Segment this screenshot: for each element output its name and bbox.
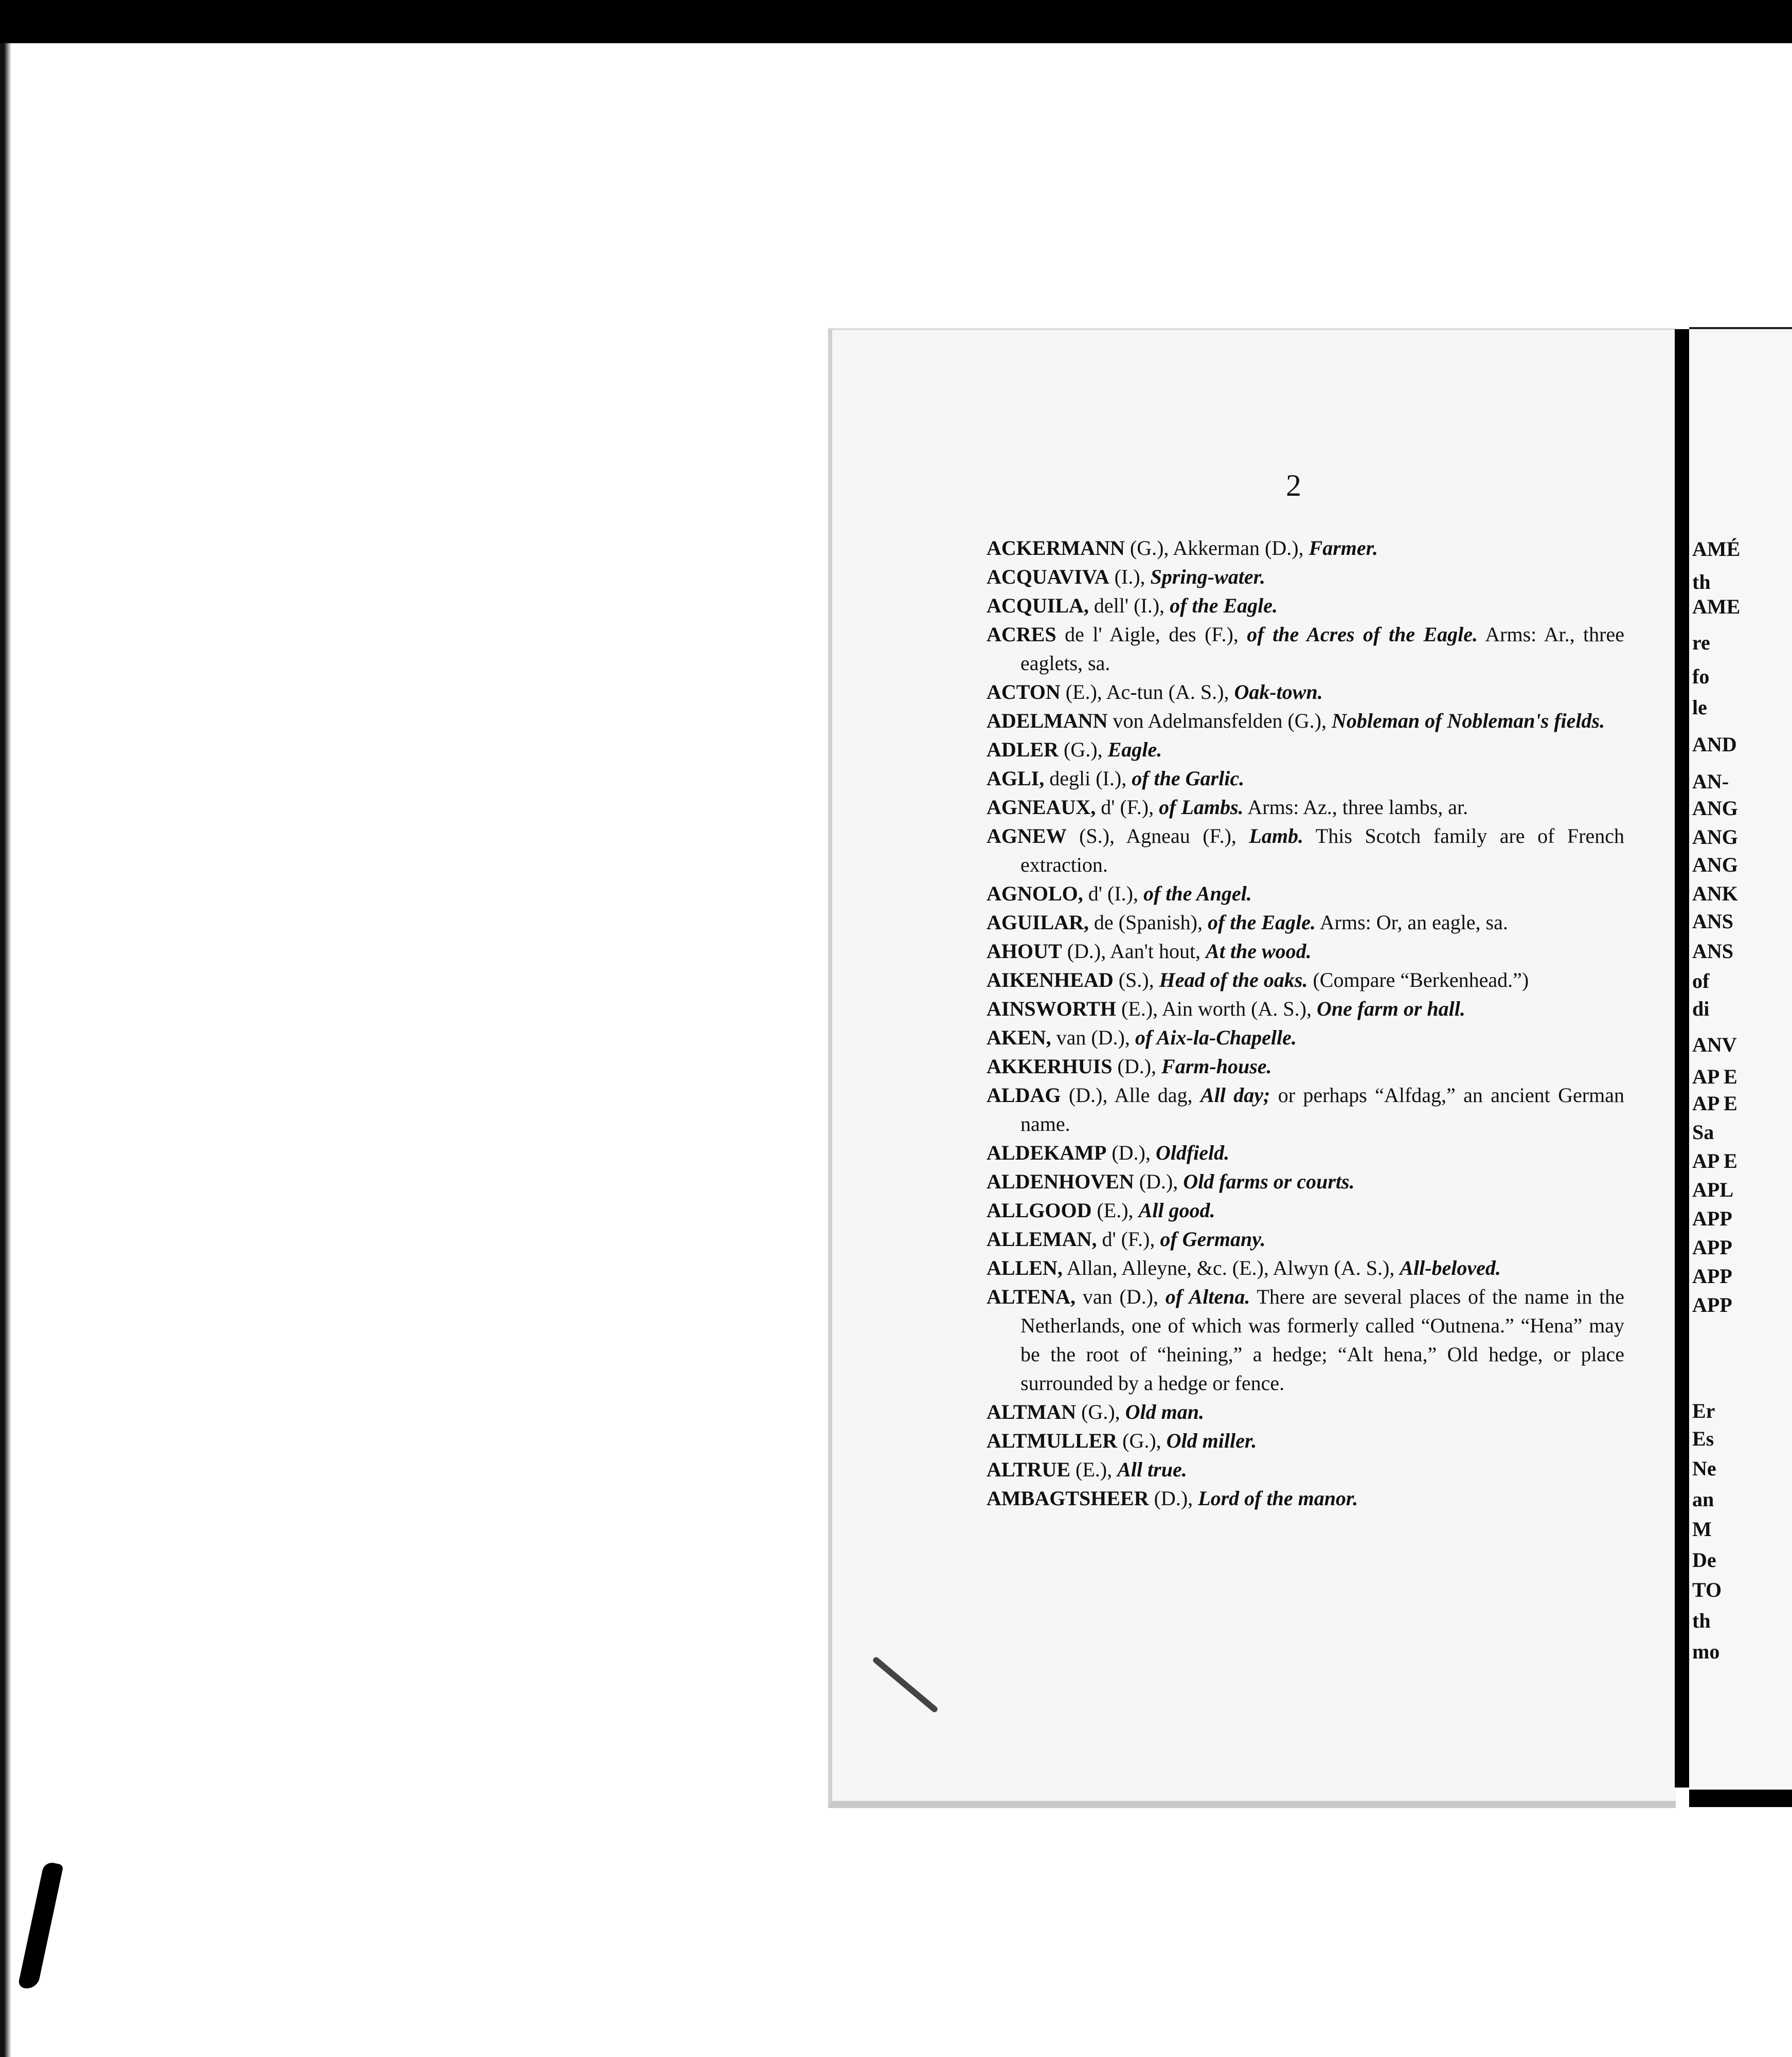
right-page-fragment: ANV	[1692, 1033, 1737, 1056]
right-page-fragment: APP	[1692, 1236, 1732, 1259]
dictionary-entry: AGNEW (S.), Agneau (F.), Lamb. This Scotch family are of French extraction.	[987, 824, 1624, 876]
right-page-fragment: ANS	[1692, 940, 1734, 963]
page-number: 2	[1286, 468, 1301, 502]
right-page-fragment: De	[1692, 1548, 1716, 1572]
dictionary-entry: ADELMANN von Adelmansfelden (G.), Nobleman of Nobleman's fields.	[987, 709, 1605, 732]
dictionary-entry: ACQUILA, dell' (I.), of the Eagle.	[987, 594, 1278, 617]
dictionary-entry: AIKENHEAD (S.), Head of the oaks. (Compare “Berkenhead.”)	[987, 968, 1529, 991]
right-page-fragment: Ne	[1692, 1457, 1716, 1480]
right-page-fragment: mo	[1692, 1640, 1720, 1663]
right-page-fragment: re	[1692, 631, 1710, 654]
right-page-fragment: ANG	[1692, 825, 1738, 849]
right-page-fragment: TO	[1692, 1578, 1722, 1601]
right-page-fragment: AP E	[1692, 1065, 1737, 1088]
dictionary-entry: ALDEKAMP (D.), Oldfield.	[987, 1141, 1230, 1164]
dictionary-entry: AGNEAUX, d' (F.), of Lambs. Arms: Az., three lambs, ar.	[987, 796, 1468, 819]
dictionary-entry: AGUILAR, de (Spanish), of the Eagle. Arms: Or, an eagle, sa.	[987, 911, 1508, 934]
dictionary-entry: AHOUT (D.), Aan't hout, At the wood.	[987, 940, 1312, 963]
right-page-fragment: of	[1692, 969, 1710, 993]
right-page-fragment: th	[1692, 570, 1711, 593]
dictionary-entry: ALTRUE (E.), All true.	[987, 1458, 1187, 1481]
right-page-fragment: APL	[1692, 1178, 1733, 1201]
dictionary-entry: ACKERMANN (G.), Akkerman (D.), Farmer.	[987, 536, 1378, 560]
right-page-fragment: AMÉ	[1692, 537, 1741, 561]
dictionary-entry: AKEN, van (D.), of Aix-la-Chapelle.	[987, 1026, 1297, 1049]
dictionary-entry: ALTMULLER (G.), Old miller.	[987, 1429, 1257, 1452]
dictionary-entry: AINSWORTH (E.), Ain worth (A. S.), One farm or hall.	[987, 997, 1465, 1020]
dictionary-entry: AKKERHUIS (D.), Farm-house.	[987, 1055, 1272, 1078]
right-page-fragment: M	[1692, 1518, 1712, 1541]
dictionary-entry: AGLI, degli (I.), of the Garlic.	[987, 767, 1245, 790]
dictionary-entry: ALDENHOVEN (D.), Old farms or courts.	[987, 1170, 1355, 1193]
dictionary-entry: ALLGOOD (E.), All good.	[987, 1199, 1215, 1222]
right-page-fragment: AP E	[1692, 1149, 1737, 1172]
scan-top-border	[0, 0, 1792, 43]
dictionary-entry: ALDAG (D.), Alle dag, All day; or perhaps “Alfdag,” an ancient German name.	[987, 1084, 1624, 1135]
right-page-fragment: APP	[1692, 1293, 1732, 1316]
right-page-fragment: ANG	[1692, 797, 1738, 820]
right-page-fragment: an	[1692, 1488, 1714, 1511]
right-page-fragment: di	[1692, 997, 1710, 1020]
dictionary-entry: ACRES de l' Aigle, des (F.), of the Acres of the Eagle. Arms: Ar., three eaglets, sa.	[987, 623, 1625, 675]
right-page-fragment: ANS	[1692, 910, 1734, 933]
right-page-fragment: APP	[1692, 1265, 1732, 1288]
right-page-fragment: fo	[1692, 665, 1710, 688]
right-page-fragment: AND	[1692, 733, 1737, 756]
dictionary-entry: ALTMAN (G.), Old man.	[987, 1400, 1204, 1423]
dictionary-entry: ADLER (G.), Eagle.	[987, 738, 1162, 761]
dictionary-entry: AGNOLO, d' (I.), of the Angel.	[987, 882, 1252, 905]
dictionary-entry: ALTENA, van (D.), of Altena. There are several places of the name in the Netherlands, one of which was formerly called “Outnena.” “Hena” may be the root of “heining,” a hedge; “Alt hena,” Old hedge, or place surrounded by a hedge or fence.	[987, 1285, 1625, 1395]
right-page-fragment: AN-	[1692, 770, 1729, 793]
book-gutter	[1675, 329, 1689, 1788]
right-page-fragment: Sa	[1692, 1121, 1714, 1144]
dictionary-entry: AMBAGTSHEER (D.), Lord of the manor.	[987, 1487, 1358, 1510]
dictionary-entry: ACQUAVIVA (I.), Spring-water.	[987, 565, 1265, 588]
right-page-fragment: ANK	[1692, 882, 1738, 905]
right-page-fragment: ANG	[1692, 853, 1738, 876]
right-page-fragment: AME	[1692, 595, 1741, 618]
right-page-fragment: le	[1692, 696, 1707, 719]
right-page-fragment: AP E	[1692, 1092, 1737, 1115]
scan-left-edge	[0, 43, 29, 2057]
right-page-fragment: Es	[1692, 1427, 1714, 1450]
right-page-fragment: APP	[1692, 1207, 1732, 1230]
dictionary-entry: ACTON (E.), Ac-tun (A. S.), Oak-town.	[987, 680, 1323, 703]
right-page-fragment: Er	[1692, 1399, 1715, 1422]
dictionary-entry: ALLEN, Allan, Alleyne, &c. (E.), Alwyn (A. S.), All-beloved.	[987, 1256, 1501, 1279]
surname-entry-list	[987, 534, 1624, 1513]
dictionary-entry: ALLEMAN, d' (F.), of Germany.	[987, 1228, 1266, 1251]
right-page-fragment: th	[1692, 1609, 1711, 1632]
